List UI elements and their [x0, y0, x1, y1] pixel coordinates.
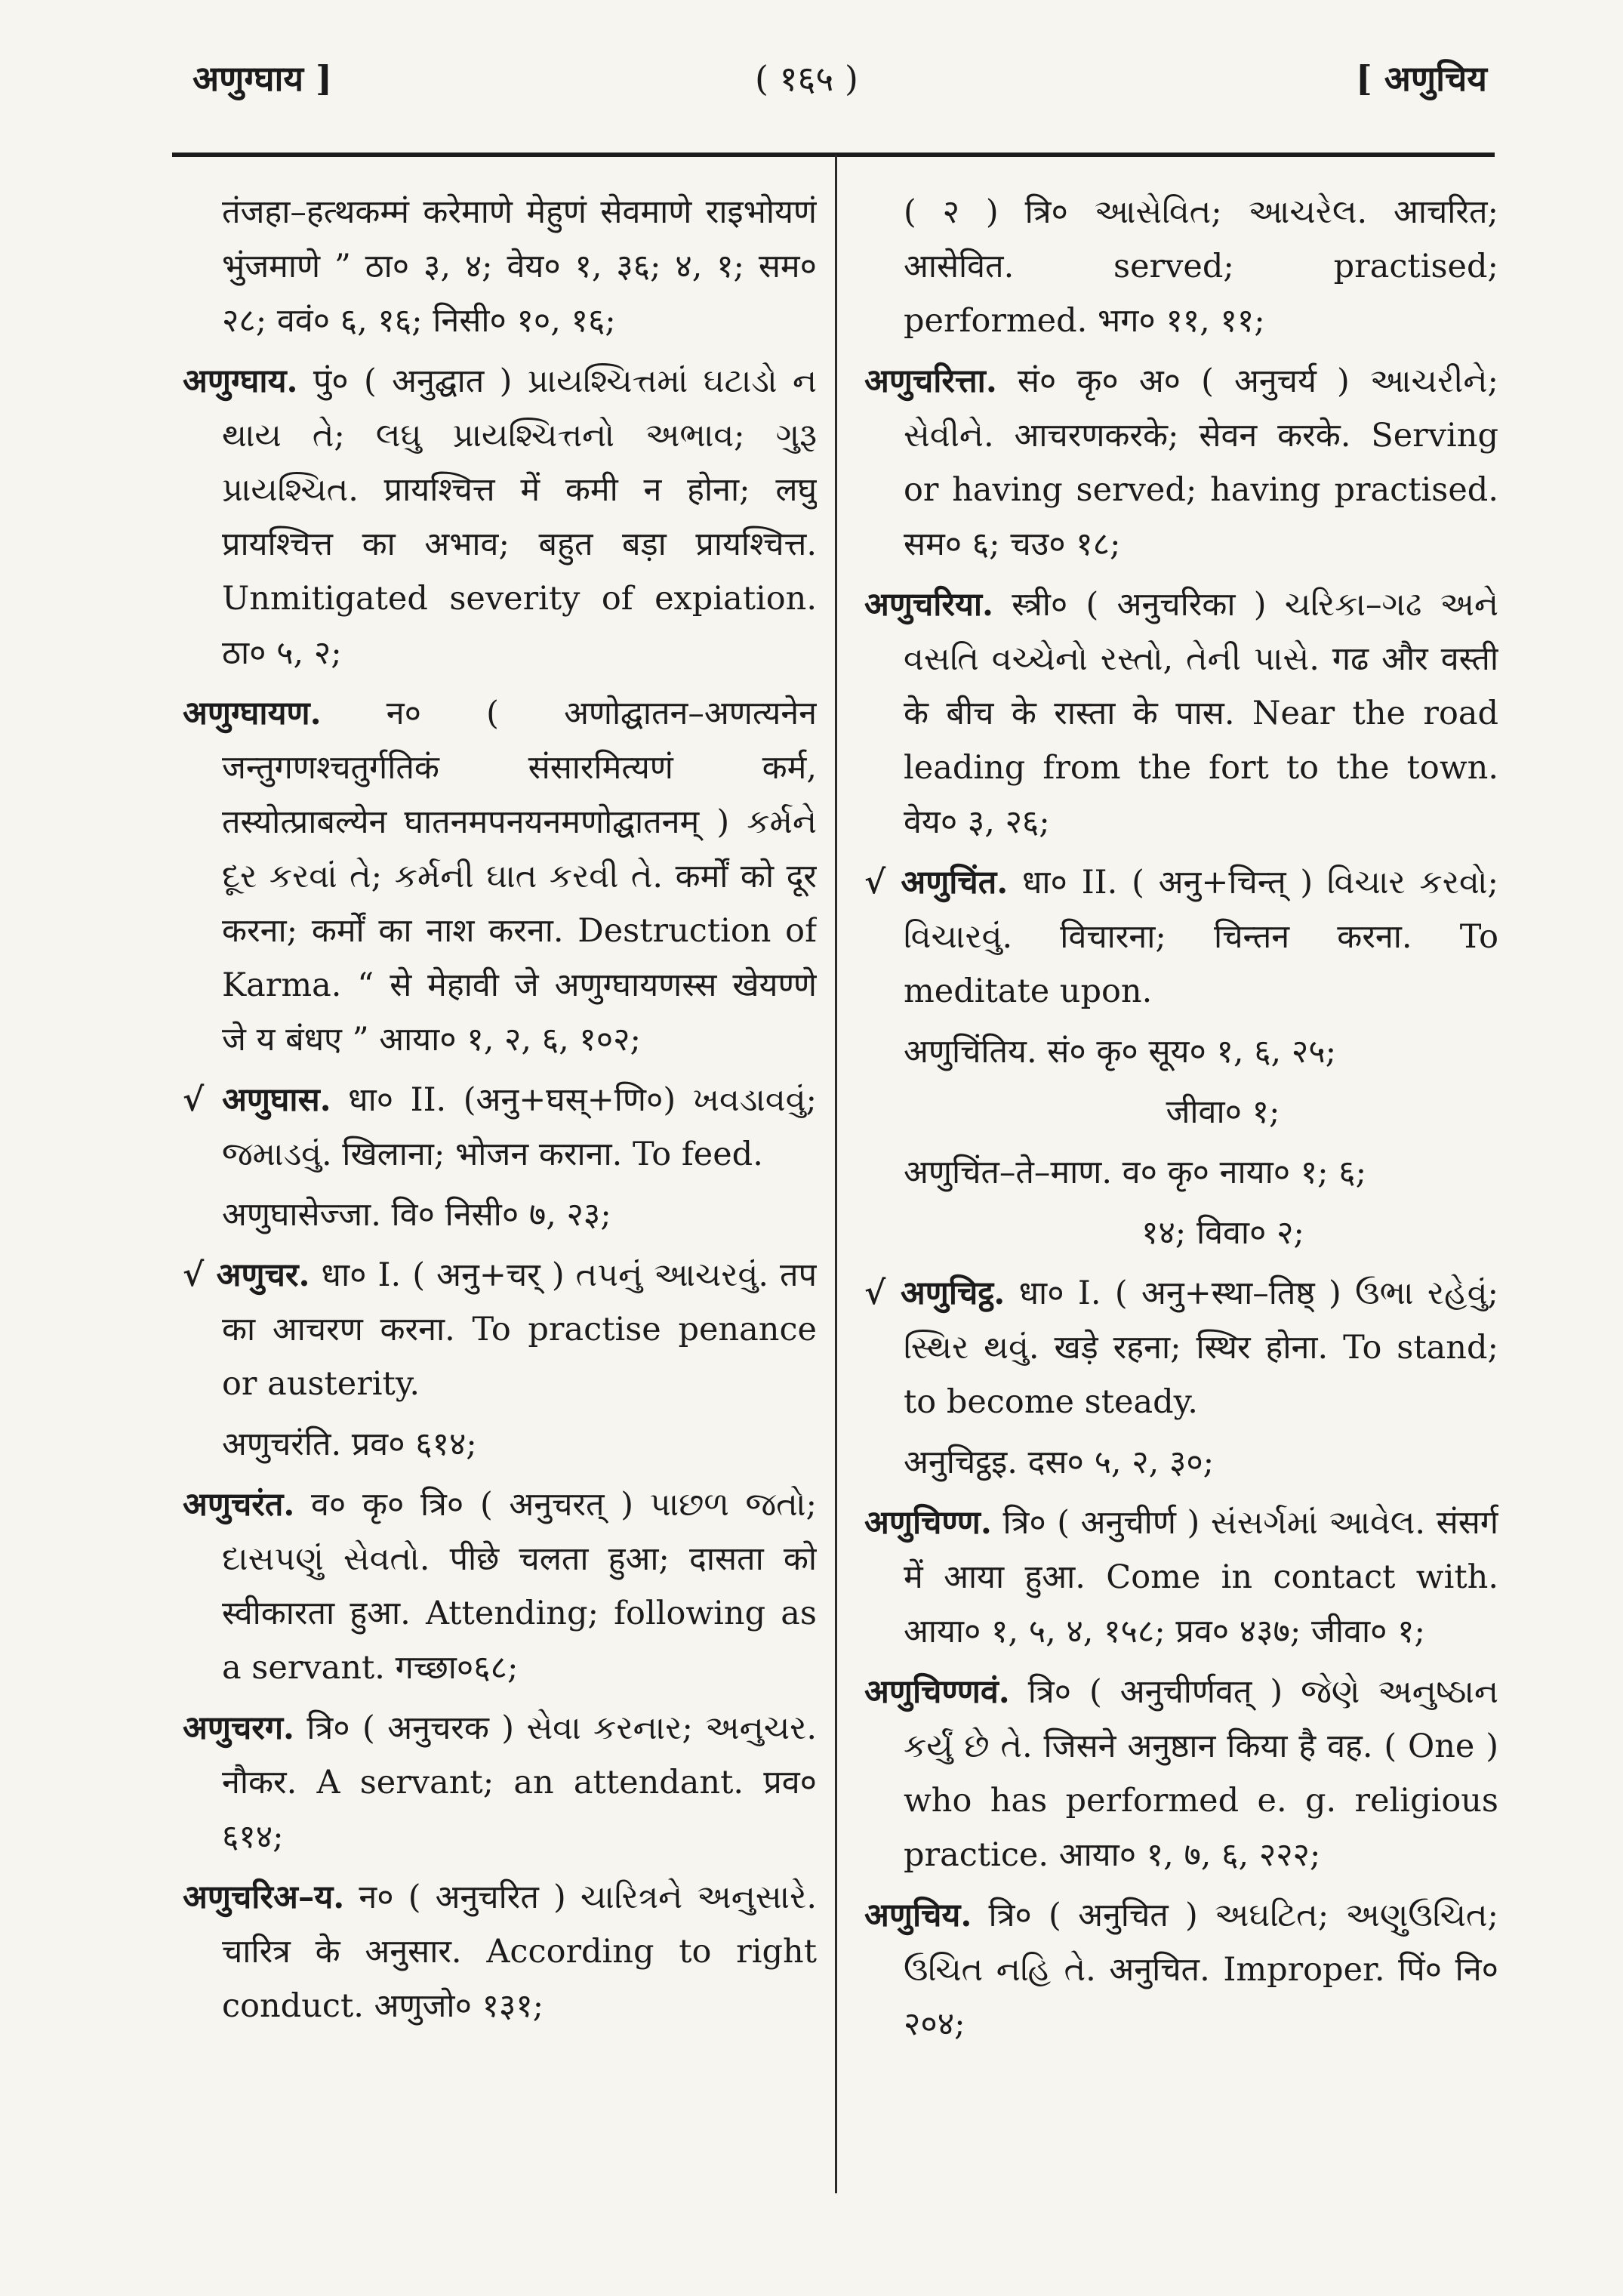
column-divider	[835, 155, 837, 2193]
entry-text: त्रि० ( अनुचरक ) સેવા કરનાર; અનુચર. नौकर. A servant; an attendant. प्रव० ६१४;	[222, 1709, 817, 1856]
headword: अणुचरिअ–य.	[183, 1878, 345, 1916]
entry-text: अणुघासेज्जा. वि० निसी० ७, २३;	[222, 1196, 611, 1234]
headword: अणुग्घायण.	[183, 695, 322, 732]
headword: अणुचिण्णवं.	[864, 1673, 1010, 1711]
entry-text: धा० II. (अनु+घस्+णि०) ખવડાવવું; જમાડવું. खिलाना; भोजन कराना. To feed.	[222, 1081, 817, 1173]
headword: अणुचरिया.	[864, 586, 994, 624]
entry-continuation	[175, 185, 817, 348]
entry-text: व० कृ० त्रि० ( अनुचरत् ) પાછળ જતો; દાસપણું સેવતો. पीछे चलता हुआ; दासता को स्वीकारता हुआ. Attending; following as a servant. गच्छा०६८;	[222, 1486, 817, 1687]
entry-text: सं० कृ० अ० ( अनुचर्य ) આચરીને; સેવીને. आचरणकरके; सेवन करके. Serving or having served; having practised. सम० ६; चउ० १८;	[904, 362, 1498, 563]
entry-text: अणुचरंति. प्रव० ६१४;	[222, 1425, 477, 1463]
entry-text: अणुचिंत–ते–माण. व० कृ० नाया० १; ६;	[904, 1154, 1367, 1191]
headword: अणुचिय.	[864, 1897, 972, 1934]
running-header-left: अणुग्घाय ]	[192, 58, 332, 99]
headword: अणुचिण्ण.	[864, 1504, 992, 1542]
headword: अणुग्घाय.	[183, 362, 298, 400]
entry-text: ( २ ) त्रि० આસેવિત; આચરેલ. आचरित; आसेवित. served; practised; performed. भग० ११, ११;	[904, 193, 1498, 340]
dictionary-entry	[175, 354, 817, 680]
running-header-right: [ अणुचिय	[1356, 58, 1487, 99]
entry-text: स्त्री० ( अनुचरिका ) ચરિકા–ગઢ અને વસતિ વચ્ચેનો રસ્તો, તેની પાસે. गढ और वस्ती के बीच के रास्ता के पास. Near the road leading from the fort to the town. वेय० ३, २६;	[904, 586, 1498, 841]
headword: √ अणुचिंत.	[864, 864, 1009, 901]
dictionary-entry	[175, 1073, 817, 1182]
headword: अणुचरग.	[183, 1709, 295, 1747]
entry-text: अनुचिट्ठइ. दस० ५, २, ३०;	[904, 1444, 1215, 1481]
entry-text: तंजहा–हत्थकम्मं करेमाणे मेहुणं सेवमाणे राइभोयणं भुंजमाणे ” ठा० ३, ४; वेय० १, ३६; ४, १; सम० २८; ववं० ६, १६; निसी० १०, १६;	[222, 193, 817, 340]
headword: √ अणुघास.	[183, 1081, 331, 1119]
dictionary-entry	[857, 578, 1498, 849]
sub-entry	[857, 1435, 1498, 1490]
entry-text: जीवा० १;	[1166, 1093, 1280, 1131]
entry-text: धा० II. ( अनु+चिन्त् ) વિચાર કરવો; વિચારવું. विचारना; चिन्तन करना. To meditate upon.	[904, 864, 1498, 1010]
headword: √ अणुचर.	[183, 1256, 310, 1294]
sub-entry	[857, 1085, 1498, 1139]
headword: अणुचरित्ता.	[864, 362, 997, 400]
dictionary-entry	[175, 1870, 817, 2033]
entry-text: धा० I. ( अनु+स्था–तिष्ठ् ) ઉભા રહેવું; સ્થિર થવું. खड़े रहना; स्थिर होना. To stand; to become steady.	[904, 1274, 1498, 1421]
dictionary-entry	[857, 1888, 1498, 2051]
headword: √ अणुचिट्ठ.	[864, 1274, 1006, 1312]
sub-entry	[857, 1025, 1498, 1079]
dictionary-entry	[857, 354, 1498, 572]
sub-entry	[175, 1417, 817, 1472]
dictionary-entry	[857, 1496, 1498, 1659]
headword: अणुचरंत.	[183, 1486, 295, 1524]
entry-text: त्रि० ( अनुचीर्णवत् ) જેણે અનુષ્ઠાન કર્યું છે તે. जिसने अनुष्ठान किया है वह. ( One ) who has performed e. g. religious practice. आया० १, ७, ६, २२२;	[904, 1673, 1498, 1874]
entry-text: न० ( अणोद्घातन–अणत्यनेन जन्तुगणश्चतुर्गतिकं संसारमित्यणं कर्म, तस्योत्प्राबल्येन घातनमपनयनमणोद्घातनम् ) કર્મને દૂર કરવાં તે; કર્મની ઘાત કરવી તે. कर्मों को दूर करना; कर्मों का नाश करना. Destruction of Karma. “ से मेहावी जे अणुग्घायणस्स खेयण्णे जे य बंधए ” आया० १, २, ६, १०२;	[222, 695, 817, 1059]
entry-text: त्रि० ( अनुचित ) અઘટિત; અણુઉચિત; ઉચિત નહિ તે. अनुचित. Improper. पिं० नि० २०४;	[904, 1897, 1498, 2043]
dictionary-entry	[175, 1478, 817, 1695]
page-number: ( १६५ )	[755, 58, 858, 99]
entry-text: १४; विवा० २;	[1141, 1214, 1304, 1252]
sub-entry	[857, 1145, 1498, 1200]
dictionary-entry	[857, 1665, 1498, 1882]
entry-continuation	[857, 185, 1498, 348]
dictionary-entry	[175, 1248, 817, 1411]
header-rule	[172, 153, 1495, 157]
dictionary-entry	[857, 1266, 1498, 1429]
right-column	[857, 185, 1498, 2269]
entry-text: अणुचिंतिय. सं० कृ० सूय० १, ६, २५;	[904, 1033, 1337, 1071]
entry-text: न० ( अनुचरित ) ચારિત્રને અનુસારે. चारित्र के अनुसार. According to right conduct. अणुजो० १३१;	[222, 1878, 817, 2025]
entry-text: त्रि० ( अनुचीर्ण ) સંસર્ગમાં આવેલ. संसर्ग में आया हुआ. Come in contact with. आया० १, ५, ४, १५८; प्रव० ४३७; जीवा० १;	[904, 1504, 1498, 1650]
sub-entry	[175, 1188, 817, 1242]
dictionary-entry	[857, 855, 1498, 1019]
left-column	[175, 185, 817, 2269]
sub-entry	[857, 1206, 1498, 1260]
dictionary-entry	[175, 686, 817, 1067]
dictionary-entry	[175, 1701, 817, 1864]
entry-text: धा० I. ( अनु+चर् ) તપનું આચરવું. तप का आचरण करना. To practise penance or austerity.	[222, 1256, 817, 1403]
entry-text: पुं० ( अनुद्घात ) પ્રાયશ્ચિત્તમાં ઘટાડો ન થાય તે; લઘુ પ્રાયશ્ચિત્તનો અભાવ; ગુરૂ પ્રાયશ્ચિત. प्रायश्चित्त में कमी न होना; लघु प्रायश्चित्त का अभाव; बहुत बड़ा प्रायश्चित्त. Unmitigated severity of expiation. ठा० ५, २;	[222, 362, 817, 672]
